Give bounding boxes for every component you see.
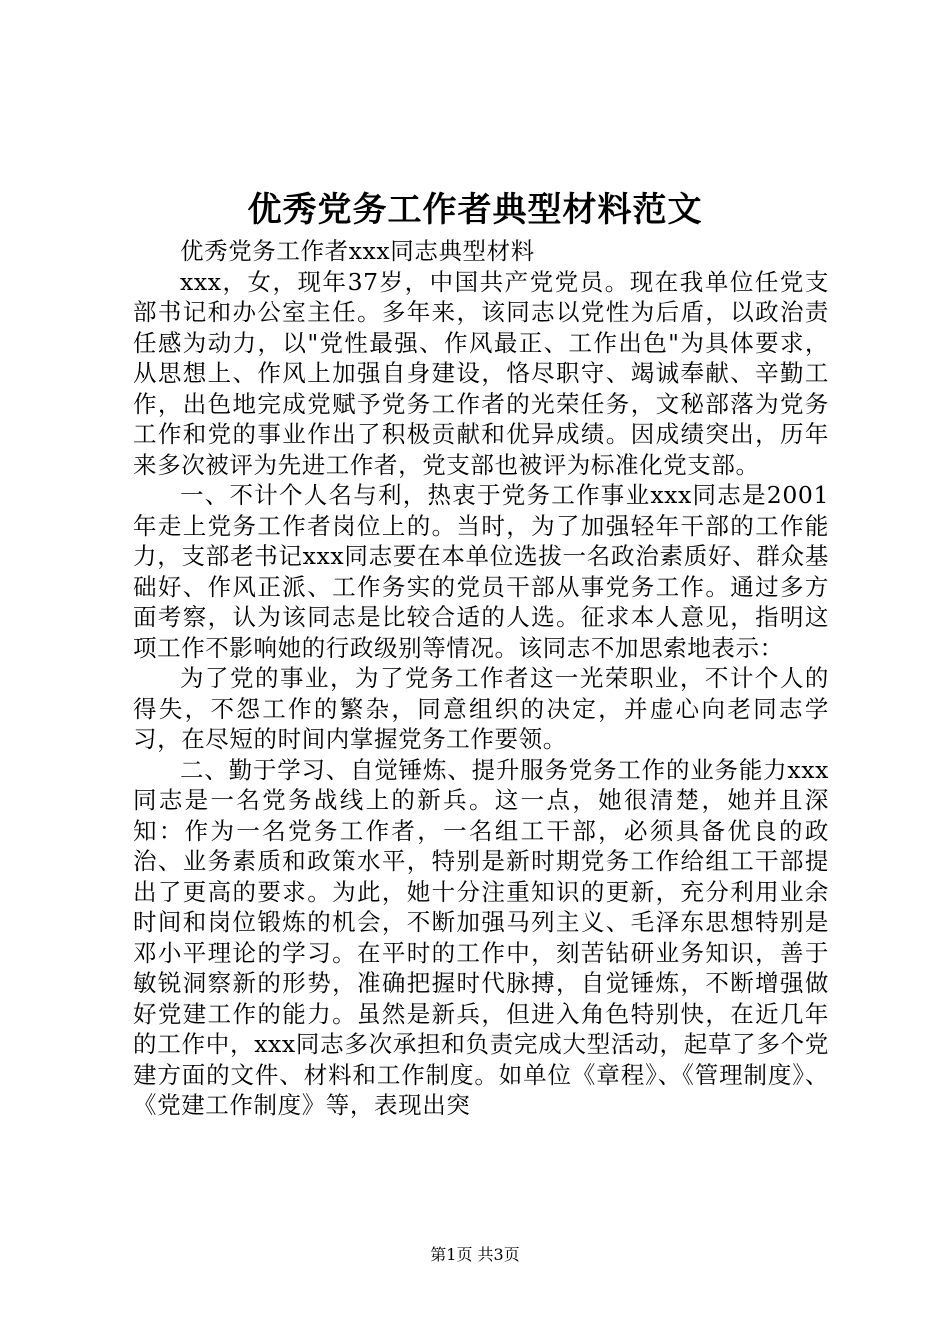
document-title: 优秀党务工作者典型材料范文 <box>247 190 703 230</box>
intro-paragraph: xxx，女，现年37岁，中国共产党党员。现在我单位任党支部书记和办公室主任。多年来，该同志以党性为后盾，以政治责任感为动力，以"党性最强、作风最正、工作出色"为具体要求，从思想上、作风上加强自身建设，恪尽职守、竭诚奉献、辛勤工作，出色地完成党赋予党务工作者的光荣任务，文秘部落为党务工作和党的事业作出了积极贡献和优异成绩。因成绩突出，历年来多次被评为先进工作者，党支部也被评为标准化党支部。 <box>133 267 829 479</box>
document-body <box>133 236 829 1121</box>
page-footer: 第1页 共3页 <box>430 1245 520 1264</box>
section-two-paragraph: 二、勤于学习、自觉锤炼、提升服务党务工作的业务能力xxx同志是一名党务战线上的新兵。这一点，她很清楚，她并且深知：作为一名党务工作者，一名组工干部，必须具备优良的政治、业务素质和政策水平，特别是新时期党务工作给组工干部提出了更高的要求。为此，她十分注重知识的更新，充分利用业余时间和岗位锻炼的机会，不断加强马列主义、毛泽东思想特别是邓小平理论的学习。在平时的工作中，刻苦钻研业务知识，善于敏锐洞察新的形势，准确把握时代脉搏，自觉锤炼，不断增强做好党建工作的能力。虽然是新兵，但进入角色特别快，在近几年的工作中，xxx同志多次承担和负责完成大型活动，起草了多个党建方面的文件、材料和工作制度。如单位《章程》、《管理制度》、《党建工作制度》等，表现出突 <box>133 755 829 1119</box>
quote-paragraph: 为了党的事业，为了党务工作者这一光荣职业，不计个人的得失，不怨工作的繁杂，同意组织的决定，并虚心向老同志学习，在尽短的时间内掌握党务工作要领。 <box>133 664 829 753</box>
section-one-paragraph: 一、不计个人名与利，热衷于党务工作事业xxx同志是2001年走上党务工作者岗位上的。当时，为了加强轻年干部的工作能力，支部老书记xxx同志要在本单位选拔一名政治素质好、群众基础好、作风正派、工作务实的党员干部从事党务工作。通过多方面考察，认为该同志是比较合适的人选。征求本人意见，指明这项工作不影响她的行政级别等情况。该同志不加思索地表示： <box>133 481 829 662</box>
subtitle-paragraph: 优秀党务工作者xxx同志典型材料 <box>180 237 535 265</box>
